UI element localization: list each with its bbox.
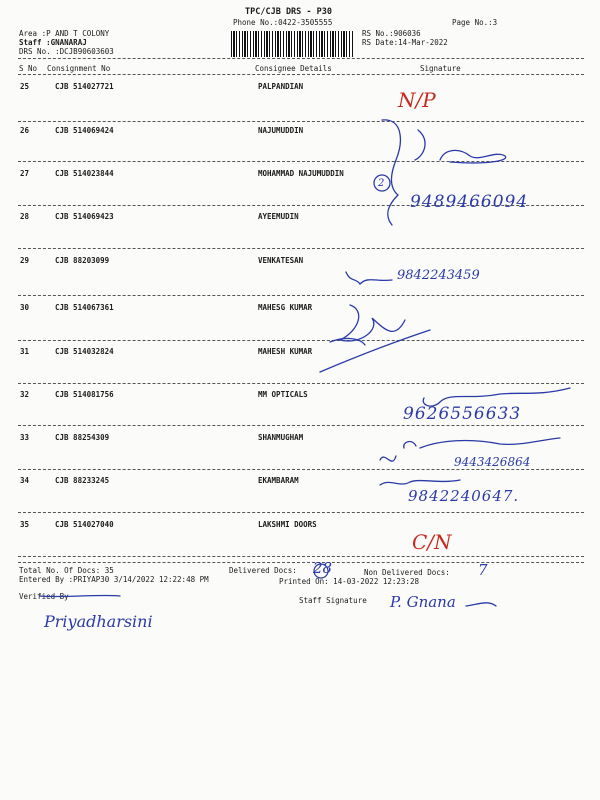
row-consignment: CJB 88233245: [55, 476, 110, 485]
handwritten-np: N/P: [398, 88, 436, 112]
row-sno: 30: [20, 303, 30, 312]
row-consignee: MM OPTICALS: [258, 390, 308, 399]
rs-date: RS Date:14-Mar-2022: [362, 38, 448, 47]
phone-number: Phone No.:0422-3505555: [233, 18, 333, 27]
staff-signature: P. Gnana: [390, 593, 456, 611]
handwritten-phone-2: 9842243459: [397, 268, 480, 283]
entered-by: Entered By :PRIYAP30 3/14/2022 12:22:48 PM: [19, 575, 209, 584]
row-consignment: CJB 514027721: [55, 82, 114, 91]
area-label: Area :P AND T COLONY: [19, 29, 110, 38]
row-consignee: AYEEMUDIN: [258, 212, 299, 221]
row-consignment: CJB 514069424: [55, 126, 114, 135]
rs-number: RS No.:906036: [362, 29, 421, 38]
row-consignee: SHANMUGHAM: [258, 433, 304, 442]
verified-by: Verified By: [19, 592, 69, 601]
document-title: TPC/CJB DRS - P30: [245, 7, 332, 17]
row-consignment: CJB 514069423: [55, 212, 114, 221]
verified-by-signature: Priyadharsini: [44, 612, 153, 631]
row-consignee: PALPANDIAN: [258, 82, 304, 91]
row-consignment: CJB 514067361: [55, 303, 114, 312]
col-sno: S No: [19, 64, 38, 73]
handwritten-phone-5: 9842240647.: [408, 487, 520, 505]
handwritten-circled-count: 2: [378, 178, 385, 189]
delivered-docs-label: Delivered Docs:: [229, 566, 297, 575]
non-delivered-docs-label: Non Delivered Docs:: [364, 568, 450, 577]
row-sno: 32: [20, 390, 30, 399]
drs-number: DRS No. :DCJB90603603: [19, 47, 114, 56]
row-consignee: NAJUMUDDIN: [258, 126, 304, 135]
handwritten-non-delivered-count: 7: [478, 561, 488, 579]
row-consignment: CJB 514081756: [55, 390, 114, 399]
row-consignee: MAHESG KUMAR: [258, 303, 313, 312]
row-sno: 25: [20, 82, 30, 91]
row-sno: 27: [20, 169, 30, 178]
row-consignee: MOHAMMAD NAJUMUDDIN: [258, 169, 344, 178]
row-sno: 28: [20, 212, 30, 221]
row-sno: 33: [20, 433, 30, 442]
row-sno: 31: [20, 347, 30, 356]
row-consignee: VENKATESAN: [258, 256, 304, 265]
row-sno: 34: [20, 476, 30, 485]
handwritten-delivered-count: 28: [313, 559, 333, 577]
row-consignee: EKAMBARAM: [258, 476, 299, 485]
handwritten-phone-4: 9443426864: [454, 455, 531, 469]
row-consignment: CJB 514032824: [55, 347, 114, 356]
handwritten-cn: C/N: [412, 530, 452, 554]
row-sno: 26: [20, 126, 30, 135]
handwritten-phone-1: 9489466094: [410, 192, 529, 212]
staff-signature-label: Staff Signature: [299, 596, 367, 605]
printed-on: Printed On: 14-03-2022 12:23:28: [279, 577, 419, 586]
row-consignment: CJB 514027040: [55, 520, 114, 529]
handwritten-phone-3: 9626556633: [403, 404, 522, 424]
page-number: Page No.:3: [452, 18, 498, 27]
col-signature: Signature: [420, 64, 461, 73]
col-consignment: Consignment No: [47, 64, 111, 73]
row-consignee: MAHESH KUMAR: [258, 347, 313, 356]
total-docs: Total No. Of Docs: 35: [19, 566, 114, 575]
row-sno: 35: [20, 520, 30, 529]
row-consignment: CJB 514023844: [55, 169, 114, 178]
row-consignment: CJB 88203099: [55, 256, 110, 265]
row-consignment: CJB 88254309: [55, 433, 110, 442]
col-consignee: Consignee Details: [255, 64, 332, 73]
staff-label: Staff :GNANARAJ: [19, 38, 87, 47]
row-sno: 29: [20, 256, 30, 265]
row-consignee: LAKSHMI DOORS: [258, 520, 317, 529]
